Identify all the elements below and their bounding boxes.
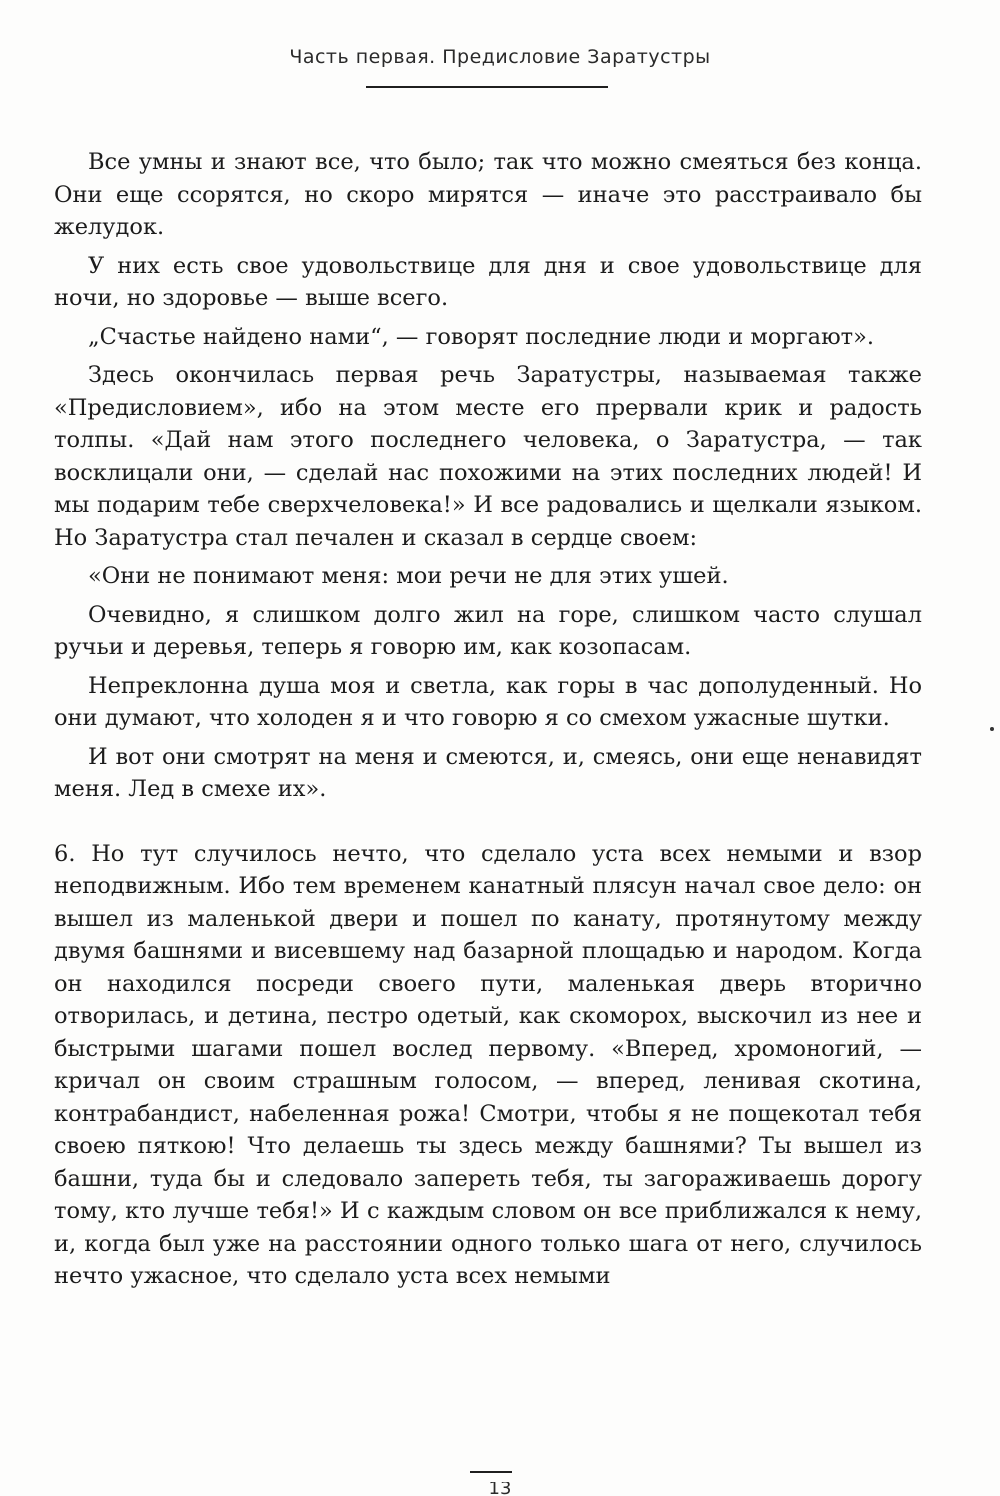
body-text (54, 146, 922, 1299)
paragraph-7: Непреклонна душа моя и светла, как горы в час дополуденный. Но они думают, что холоден я и что говорю я со смехом ужасные шутки. (54, 672, 922, 731)
paragraph-3: „Счастье найдено нами“, — говорят последние люди и моргают». (88, 323, 875, 350)
page-number: 13 (488, 1482, 512, 1496)
paragraph-6: Очевидно, я слишком долго жил на горе, слишком часто слушал ручьи и деревья, теперь я говорю им, как козопасам. (54, 601, 922, 660)
page-number-rule (470, 1471, 512, 1473)
paragraph-2: У них есть свое удовольствице для дня и свое удовольствице для ночи, но здоровье — выше всего. (54, 252, 922, 311)
print-speck (990, 727, 994, 731)
paragraph-1: Все умны и знают все, что было; так что можно смеяться без конца. Они еще ссорятся, но скоро мирятся — иначе это расстраивало бы желудок. (54, 149, 922, 240)
section-6-paragraph: 6. Но тут случилось нечто, что сделало уста всех немыми и взор неподвижным. Ибо тем временем канатный плясун начал свое дело: он вышел из маленькой двери и пошел по канату, протянутому между двумя башнями и висевшему над базарной площадью и народом. Когда он находился посреди своего пути, маленькая дверь вторично отворилась, и детина, пестро одетый, как скоморох, выскочил из нее и быстрыми шагами пошел вослед первому. «Вперед, хромоногий, — кричал он своим страшным голосом, — вперед, ленивая скотина, контрабандист, набеленная рожа! Смотри, чтобы я не пощекотал тебя своею пяткою! Что делаешь ты здесь между башнями? Ты вышел из башни, туда бы и следовало запереть тебя, ты загораживаешь дорогу тому, кто лучше тебя!» И с каждым словом он все приближался к нему, и, когда был уже на расстоянии одного только шага от него, случилось нечто ужасное, что сделало уста всех немыми (54, 840, 922, 1289)
paragraph-4: Здесь окончилась первая речь Заратустры, называемая также «Предисловием», ибо на этом месте его прервали крик и радость толпы. «Дай нам этого последнего человека, о Заратустра, — так восклицали они, — сделай нас похожими на этих последних людей! И мы подарим тебе сверхчеловека!» И все радовались и щелкали языком. Но Заратустра стал печален и сказал в сердце своем: (54, 362, 922, 551)
running-head: Часть первая. Предисловие Заратустры (289, 46, 711, 68)
running-head-rule (366, 86, 608, 88)
paragraph-5: «Они не понимают меня: мои речи не для этих ушей. (88, 563, 729, 589)
paragraph-8: И вот они смотрят на меня и смеются, и, смеясь, они еще ненавидят меня. Лед в смехе их». (54, 743, 922, 802)
